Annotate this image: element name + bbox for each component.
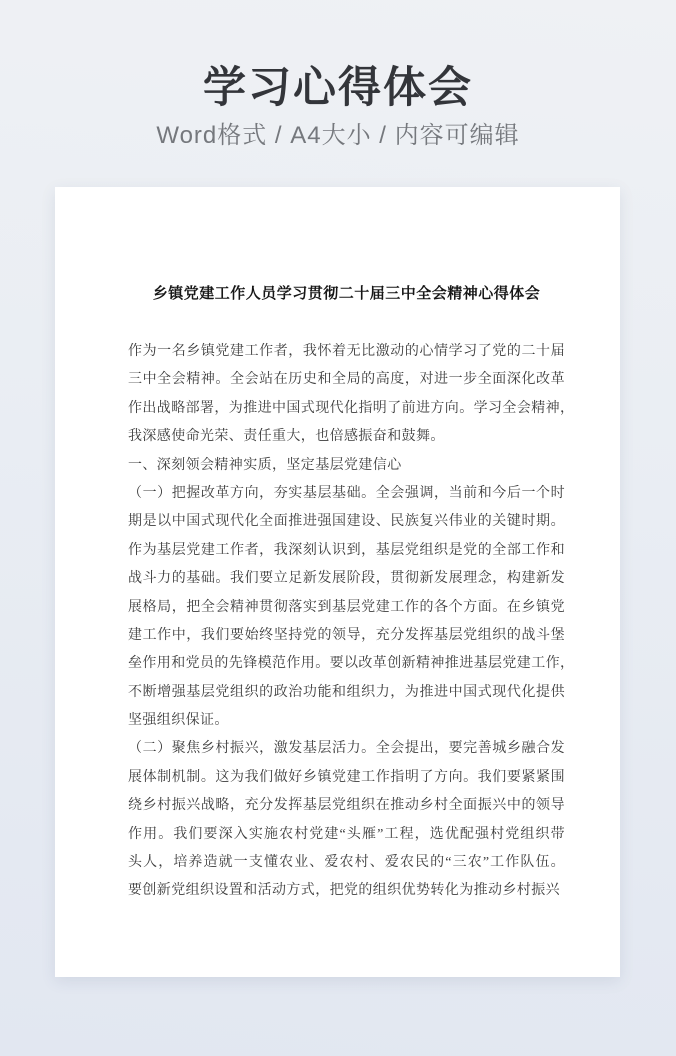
document-body-line: 作出战略部署，为推进中国式现代化指明了前进方向。学习全会精神， xyxy=(128,400,575,416)
document-body-line: 展体制机制。这为我们做好乡镇党建工作指明了方向。我们要紧紧围 xyxy=(128,769,565,785)
document-body-line: 绕乡村振兴战略，充分发挥基层党组织在推动乡村全面振兴中的领导 xyxy=(128,798,565,814)
document-body-line: 我深感使命光荣、责任重大，也倍感振奋和鼓舞。 xyxy=(128,429,445,445)
document-body-line: 战斗力的基础。我们要立足新发展阶段，贯彻新发展理念，构建新发 xyxy=(128,571,565,587)
document-heading-line: 一、深刻领会精神实质，坚定基层党建信心 xyxy=(128,457,402,473)
preview-subtitle: Word格式 / A4大小 / 内容可编辑 xyxy=(156,122,520,149)
document-title: 乡镇党建工作人员学习贯彻二十届三中全会精神心得体会 xyxy=(152,286,541,302)
document-body-line: （一）把握改革方向，夯实基层基础。全会强调，当前和今后一个时 xyxy=(128,485,565,501)
document-body-line: 要创新党组织设置和活动方式，把党的组织优势转化为推动乡村振兴 xyxy=(128,883,560,899)
document-body-line: （二）聚焦乡村振兴，激发基层活力。全会提出，要完善城乡融合发 xyxy=(128,741,565,757)
document-body-line: 作用。我们要深入实施农村党建“头雁”工程，选优配强村党组织带 xyxy=(128,826,565,842)
preview-title: 学习心得体会 xyxy=(203,64,473,112)
document-body-line: 不断增强基层党组织的政治功能和组织力，为推进中国式现代化提供 xyxy=(128,684,565,700)
preview-header xyxy=(0,0,676,151)
document-body-line: 作为一名乡镇党建工作者，我怀着无比激动的心情学习了党的二十届 xyxy=(128,344,565,359)
document-body-line: 展格局，把全会精神贯彻落实到基层党建工作的各个方面。在乡镇党 xyxy=(128,599,565,615)
document-body xyxy=(128,338,575,906)
document-body-line: 建工作中，我们要始终坚持党的领导，充分发挥基层党组织的战斗堡 xyxy=(128,627,565,643)
document-page xyxy=(55,187,620,977)
document-body-line: 垒作用和党员的先锋模范作用。要以改革创新精神推进基层党建工作， xyxy=(128,656,575,672)
document-body-line: 三中全会精神。全会站在历史和全局的高度，对进一步全面深化改革 xyxy=(128,372,565,388)
document-body-line: 头人，培养造就一支懂农业、爱农村、爱农民的“三农”工作队伍。 xyxy=(128,855,565,871)
document-body-line: 坚强组织保证。 xyxy=(128,713,229,729)
document-body-line: 作为基层党建工作者，我深刻认识到，基层党组织是党的全部工作和 xyxy=(128,542,565,558)
document-body-line: 期是以中国式现代化全面推进强国建设、民族复兴伟业的关键时期。 xyxy=(128,514,565,530)
